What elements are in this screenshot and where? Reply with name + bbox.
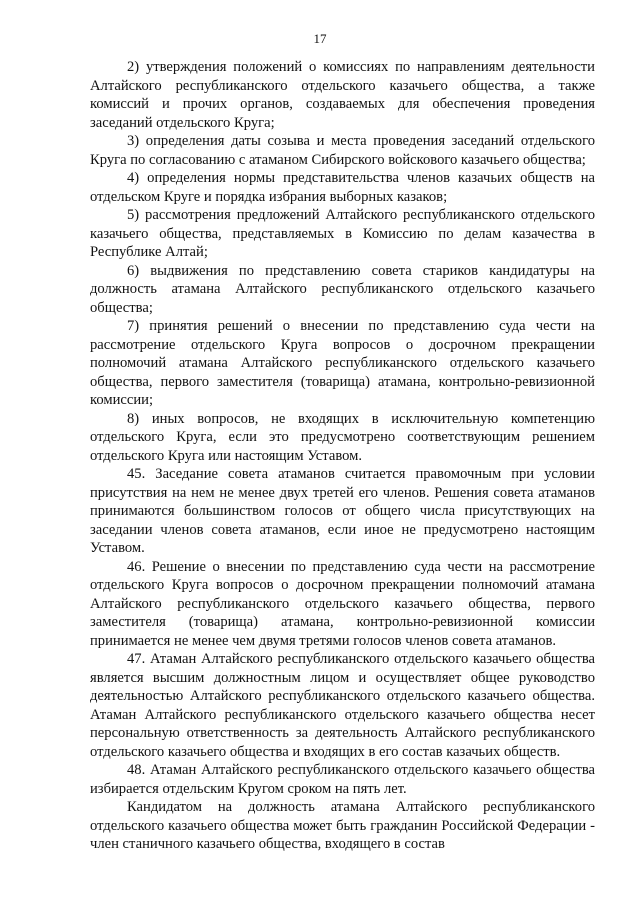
paragraph-item-3: 3) определения даты созыва и места проведения заседаний отдельского Круга по согласованию с атаманом Сибирского войскового казачьего общества; [90, 133, 595, 168]
paragraph-item-5: 5) рассмотрения предложений Алтайского республиканского отдельского казачьего общества, представляемых в Комиссию по делам казачества в Республике Алтай; [90, 207, 595, 260]
paragraph-item-7: 7) принятия решений о внесении по представлению суда чести на рассмотрение отдельского Круга вопросов о досрочном прекращении полномочий атамана Алтайского республиканского отдельского казачьего общества, первого заместителя (товарища) атамана, контрольно-ревизионной комиссии; [90, 318, 595, 408]
paragraph-item-6: 6) выдвижения по представлению совета стариков кандидатуры на должность атамана Алтайского республиканского отдельского казачьего общества; [90, 262, 595, 316]
paragraph-item-4: 4) определения нормы представительства членов казачьих обществ на отдельском Круге и порядка избрания выборных казаков; [90, 170, 595, 205]
paragraph-clause-47: 47. Атаман Алтайского республиканского отдельского казачьего общества является высшим должностным лицом и осуществляет общее руководство деятельностью Алтайского республиканского отдельского казачьего общества. Атаман Алтайского республиканского отдельского казачьего общества несет персональную ответственность за деятельность Алтайского республиканского отдельского казачьего общества и входящих в его состав казачьих обществ. [90, 651, 595, 760]
page-number: 17 [313, 31, 327, 46]
document-body [90, 58, 595, 854]
paragraph-item-2: 2) утверждения положений о комиссиях по направлениям деятельности Алтайского республиканского отдельского казачьего общества, а также комиссий и прочих органов, создаваемых для обеспечения проведения заседаний отдельского Круга; [90, 59, 595, 131]
paragraph-item-8: 8) иных вопросов, не входящих в исключительную компетенцию отдельского Круга, если это предусмотрено соответствующим решением отдельского Круга или настоящим Уставом. [90, 410, 595, 464]
paragraph-candidate: Кандидатом на должность атамана Алтайского республиканского отдельского казачьего общества может быть гражданин Российской Федерации - член станичного казачьего общества, входящего в состав [90, 799, 595, 852]
paragraph-clause-45: 45. Заседание совета атаманов считается правомочным при условии присутствия на нем не менее двух третей его членов. Решения совета атаманов принимаются большинством голосов от общего числа присутствующих на заседании членов совета атаманов, если иное не предусмотрено настоящим Уставом. [90, 466, 595, 556]
paragraph-clause-48: 48. Атаман Алтайского республиканского отдельского казачьего общества избирается отдельским Кругом сроком на пять лет. [90, 762, 595, 797]
paragraph-clause-46: 46. Решение о внесении по представлению суда чести на рассмотрение отдельского Круга вопросов о досрочном прекращении полномочий атамана Алтайского республиканского отдельского казачьего общества, первого заместителя (товарища) атамана, контрольно-ревизионной комиссии принимается не менее чем двумя третями голосов членов совета атаманов. [90, 558, 595, 649]
